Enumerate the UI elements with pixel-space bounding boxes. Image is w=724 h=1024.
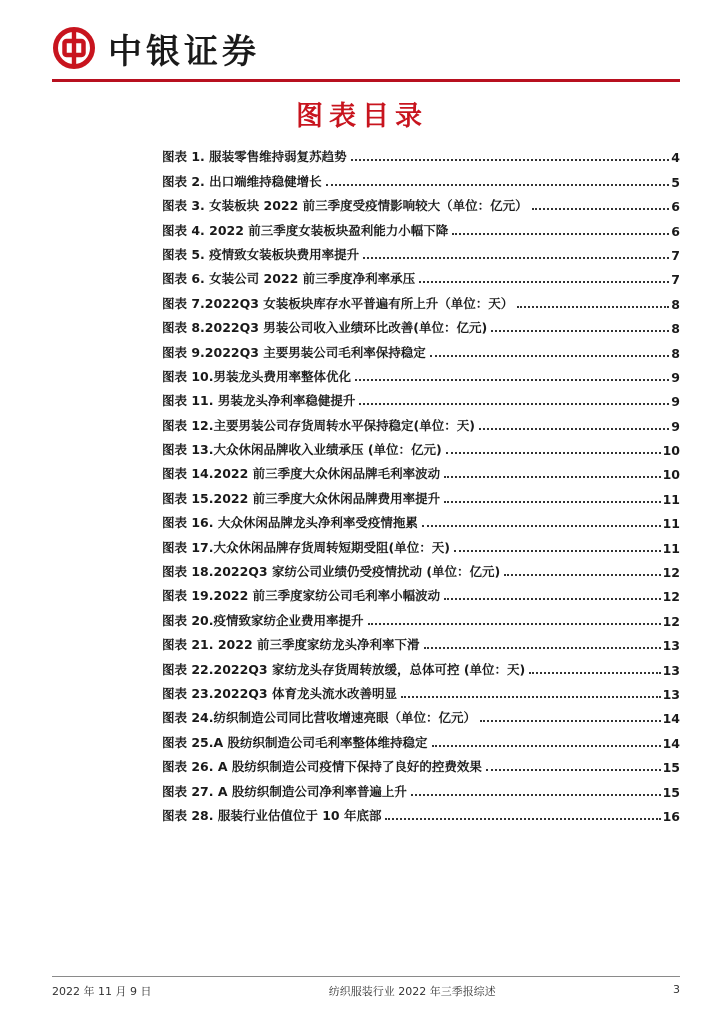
- toc-entry[interactable]: [162, 361, 680, 385]
- toc-entry-page: 5: [671, 174, 680, 190]
- toc-entry-title: 图表 27. A 股纺织制造公司净利率普遍上升: [162, 783, 407, 799]
- toc-entry[interactable]: [162, 239, 680, 263]
- toc-dot-leader: [430, 355, 670, 357]
- footer-divider: [52, 976, 680, 977]
- toc-dot-leader: [422, 525, 661, 527]
- toc-entry[interactable]: [162, 531, 680, 555]
- toc-entry-page: 14: [662, 735, 680, 751]
- toc-dot-leader: [444, 501, 660, 503]
- toc-entry-page: 10: [662, 443, 680, 459]
- toc-entry-title: 图表 25.A 股纺织制造公司毛利率整体维持稳定: [162, 734, 428, 750]
- toc-entry-page: 12: [662, 565, 680, 581]
- toc-dot-leader: [385, 818, 660, 820]
- toc-entry[interactable]: [162, 141, 680, 165]
- toc-entry-page: 15: [662, 760, 680, 776]
- toc-entry-page: 13: [662, 686, 680, 702]
- toc-list: [162, 141, 680, 824]
- toc-entry-page: 11: [662, 540, 680, 556]
- toc-entry[interactable]: [162, 482, 680, 506]
- toc-entry-title: 图表 8.2022Q3 男装公司收入业绩环比改善(单位：亿元): [162, 320, 488, 336]
- toc-entry-page: 6: [671, 199, 680, 215]
- toc-dot-leader: [517, 306, 669, 308]
- toc-entry[interactable]: [162, 336, 680, 360]
- toc-entry-page: 7: [671, 247, 680, 263]
- report-title: 纺织服装行业 2022 年三季报综述: [328, 985, 496, 998]
- toc-entry[interactable]: [162, 629, 680, 653]
- toc-entry-page: 10: [662, 467, 680, 483]
- toc-entry-page: 8: [671, 296, 680, 312]
- toc-entry[interactable]: [162, 458, 680, 482]
- page-header: [52, 22, 260, 74]
- toc-entry[interactable]: [162, 702, 680, 726]
- toc-entry-title: 图表 9.2022Q3 主要男装公司毛利率保持稳定: [162, 344, 426, 360]
- toc-dot-leader: [326, 184, 670, 186]
- toc-entry[interactable]: [162, 165, 680, 189]
- toc-entry[interactable]: [162, 312, 680, 336]
- toc-entry-title: 图表 15.2022 前三季度大众休闲品牌费用率提升: [162, 490, 441, 506]
- toc-entry-title: 图表 28. 服装行业估值位于 10 年底部: [162, 807, 382, 823]
- toc-entry-page: 9: [671, 394, 680, 410]
- toc-dot-leader: [359, 403, 669, 405]
- toc-entry-title: 图表 7.2022Q3 女装板块库存水平普遍有所上升（单位：天）: [162, 295, 514, 311]
- toc-entry-title: 图表 10.男装龙头费用率整体优化: [162, 368, 351, 384]
- toc-entry-page: 11: [662, 516, 680, 532]
- toc-entry[interactable]: [162, 287, 680, 311]
- toc-entry-page: 9: [671, 369, 680, 385]
- toc-entry-title: 图表 3. 女装板块 2022 前三季度受疫情影响较大（单位：亿元）: [162, 198, 528, 214]
- toc-dot-leader: [351, 159, 670, 161]
- bank-of-china-logo-icon: [52, 26, 96, 70]
- toc-entry[interactable]: [162, 385, 680, 409]
- toc-entry[interactable]: [162, 775, 680, 799]
- toc-dot-leader: [363, 257, 669, 259]
- page-footer: [52, 983, 680, 999]
- toc-entry-title: 图表 26. A 股纺织制造公司疫情下保持了良好的控费效果: [162, 759, 482, 775]
- toc-entry-title: 图表 19.2022 前三季度家纺公司毛利率小幅波动: [162, 588, 441, 604]
- toc-dot-leader: [401, 696, 661, 698]
- toc-entry-title: 图表 23.2022Q3 体育龙头流水改善明显: [162, 685, 397, 701]
- toc-entry-page: 13: [662, 638, 680, 654]
- toc-entry[interactable]: [162, 751, 680, 775]
- toc-dot-leader: [355, 379, 669, 381]
- toc-entry-title: 图表 18.2022Q3 家纺公司业绩仍受疫情扰动 (单位：亿元): [162, 564, 501, 580]
- toc-entry[interactable]: [162, 604, 680, 628]
- toc-entry[interactable]: [162, 726, 680, 750]
- toc-entry-page: 11: [662, 491, 680, 507]
- header-divider: [52, 79, 680, 82]
- toc-entry-title: 图表 22.2022Q3 家纺龙头存货周转放缓，总体可控 (单位：天): [162, 661, 526, 677]
- toc-dot-leader: [480, 720, 661, 722]
- toc-entry-page: 7: [671, 272, 680, 288]
- toc-dot-leader: [454, 550, 661, 552]
- toc-entry-page: 12: [662, 589, 680, 605]
- toc-entry[interactable]: [162, 653, 680, 677]
- toc-entry-page: 8: [671, 345, 680, 361]
- toc-entry-title: 图表 17.大众休闲品牌存货周转短期受阻(单位：天): [162, 539, 450, 555]
- toc-entry-title: 图表 24.纺织制造公司同比营收增速亮眼（单位：亿元）: [162, 710, 476, 726]
- toc-entry-title: 图表 16. 大众休闲品牌龙头净利率受疫情拖累: [162, 515, 418, 531]
- toc-dot-leader: [444, 598, 660, 600]
- toc-dot-leader: [504, 574, 660, 576]
- toc-dot-leader: [368, 623, 661, 625]
- toc-entry[interactable]: [162, 409, 680, 433]
- toc-dot-leader: [452, 233, 669, 235]
- toc-dot-leader: [419, 281, 669, 283]
- toc-entry-page: 16: [662, 808, 680, 824]
- toc-entry-title: 图表 13.大众休闲品牌收入业绩承压 (单位：亿元): [162, 442, 442, 458]
- toc-entry-title: 图表 5. 疫情致女装板块费用率提升: [162, 246, 360, 262]
- toc-dot-leader: [424, 647, 661, 649]
- report-date: 2022 年 11 月 9 日: [52, 985, 152, 998]
- toc-entry[interactable]: [162, 507, 680, 531]
- toc-entry-title: 图表 11. 男装龙头净利率稳健提升: [162, 393, 356, 409]
- toc-dot-leader: [532, 208, 670, 210]
- toc-entry-page: 14: [662, 711, 680, 727]
- toc-entry-page: 4: [671, 150, 680, 166]
- toc-entry-title: 图表 1. 服装零售维持弱复苏趋势: [162, 149, 347, 165]
- toc-entry-page: 9: [671, 418, 680, 434]
- toc-entry-page: 6: [671, 223, 680, 239]
- toc-entry-title: 图表 2. 出口端维持稳健增长: [162, 173, 322, 189]
- toc-entry-title: 图表 21. 2022 前三季度家纺龙头净利率下滑: [162, 637, 420, 653]
- toc-dot-leader: [479, 428, 669, 430]
- toc-dot-leader: [444, 476, 660, 478]
- toc-entry-page: 12: [662, 613, 680, 629]
- toc-entry[interactable]: [162, 434, 680, 458]
- page-number: 3: [672, 983, 680, 996]
- toc-entry-title: 图表 4. 2022 前三季度女装板块盈利能力小幅下降: [162, 222, 449, 238]
- toc-entry-title: 图表 12.主要男装公司存货周转水平保持稳定(单位：天): [162, 417, 475, 433]
- toc-dot-leader: [491, 330, 669, 332]
- toc-dot-leader: [529, 672, 660, 674]
- toc-entry-page: 13: [662, 662, 680, 678]
- toc-dot-leader: [446, 452, 661, 454]
- toc-entry[interactable]: [162, 190, 680, 214]
- toc-entry[interactable]: [162, 263, 680, 287]
- toc-entry[interactable]: [162, 580, 680, 604]
- toc-entry-page: 15: [662, 784, 680, 800]
- toc-entry-title: 图表 14.2022 前三季度大众休闲品牌毛利率波动: [162, 466, 441, 482]
- toc-dot-leader: [486, 769, 661, 771]
- toc-entry[interactable]: [162, 678, 680, 702]
- toc-entry[interactable]: [162, 556, 680, 580]
- toc-entry-title: 图表 6. 女装公司 2022 前三季度净利率承压: [162, 271, 416, 287]
- toc-entry[interactable]: [162, 800, 680, 824]
- brand-name: 中银证券: [108, 31, 260, 72]
- toc-dot-leader: [432, 745, 661, 747]
- toc-title: 图表目录: [296, 101, 428, 132]
- toc-entry-title: 图表 20.疫情致家纺企业费用率提升: [162, 612, 364, 628]
- toc-dot-leader: [411, 794, 661, 796]
- toc-entry-page: 8: [671, 321, 680, 337]
- toc-entry[interactable]: [162, 214, 680, 238]
